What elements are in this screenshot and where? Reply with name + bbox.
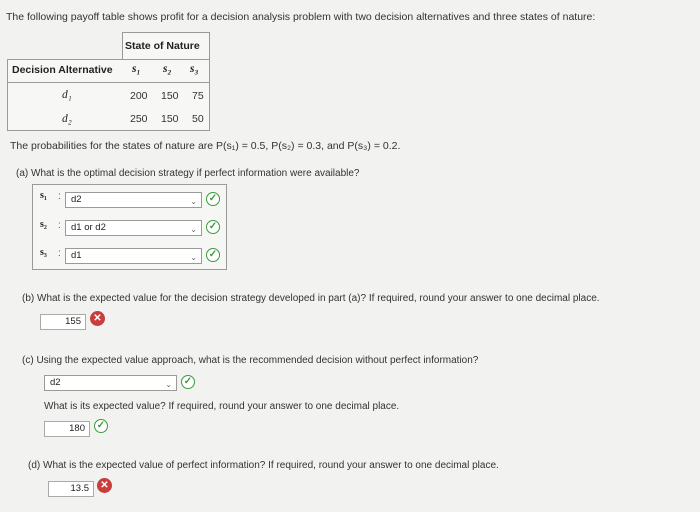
state-s2-header: s₂	[163, 63, 172, 75]
state-s1-header: s₁	[132, 63, 141, 75]
part-a-s2-label: s₂	[40, 219, 47, 230]
part-d-answer-input[interactable]: 13.5	[48, 481, 94, 497]
part-a-s2-select[interactable]	[65, 220, 202, 236]
x-circle-icon: ✕	[97, 478, 112, 493]
part-a-s3-selected: d1	[71, 250, 82, 261]
payoff-d2-s1: 250	[130, 113, 148, 125]
part-c-decision-select[interactable]	[44, 375, 177, 391]
part-c-question2: What is its expected value? If required, round your answer to one decimal place.	[44, 401, 400, 412]
probabilities-text: The probabilities for the states of nature are P(s₁) = 0.5, P(s₂) = 0.3, and P(s₃) = 0.2.	[10, 140, 401, 152]
check-circle-icon: ✓	[181, 375, 195, 389]
chevron-down-icon: ⌄	[190, 225, 197, 234]
state-s3-header: s₃	[190, 63, 199, 75]
problem-intro: The following payoff table shows profit for a decision analysis problem with two decision alternatives and three states of nature:	[6, 11, 596, 23]
part-a-s2-selected: d1 or d2	[71, 222, 106, 233]
x-circle-icon: ✕	[90, 311, 105, 326]
part-a-s3-label: s₃	[40, 247, 47, 258]
part-c-question: (c) Using the expected value approach, what is the recommended decision without perfect information?	[22, 355, 479, 366]
chevron-down-icon: ⌄	[190, 197, 197, 206]
part-c-selected: d2	[50, 377, 61, 388]
part-a-s1-label: s₁	[40, 190, 47, 201]
part-d-question: (d) What is the expected value of perfect information? If required, round your answer to one decimal place.	[28, 460, 499, 471]
check-circle-icon: ✓	[206, 192, 220, 206]
decision-alternative-header: Decision Alternative	[12, 64, 113, 76]
payoff-d1-s1: 200	[130, 90, 148, 102]
check-circle-icon: ✓	[94, 419, 108, 433]
chevron-down-icon: ⌄	[190, 253, 197, 262]
payoff-d2-s2: 150	[161, 113, 179, 125]
check-circle-icon: ✓	[206, 248, 220, 262]
part-a-question: (a) What is the optimal decision strategy if perfect information were available?	[16, 168, 360, 179]
state-of-nature-header: State of Nature	[125, 40, 200, 52]
payoff-d1-s3: 75	[192, 90, 204, 102]
part-a-s1-selected: d2	[71, 194, 82, 205]
payoff-d2-s3: 50	[192, 113, 204, 125]
decision-d2-label: d₂	[62, 113, 72, 125]
decision-d1-label: d₁	[62, 89, 72, 101]
part-a-s3-select[interactable]	[65, 248, 202, 264]
part-c-answer-input[interactable]: 180	[44, 421, 90, 437]
payoff-d1-s2: 150	[161, 90, 179, 102]
chevron-down-icon: ⌄	[165, 380, 172, 389]
part-b-answer-input[interactable]: 155	[40, 314, 86, 330]
check-circle-icon: ✓	[206, 220, 220, 234]
part-a-s1-select[interactable]	[65, 192, 202, 208]
part-b-question: (b) What is the expected value for the decision strategy developed in part (a)? If required, round your answer to one decimal place.	[22, 293, 600, 304]
